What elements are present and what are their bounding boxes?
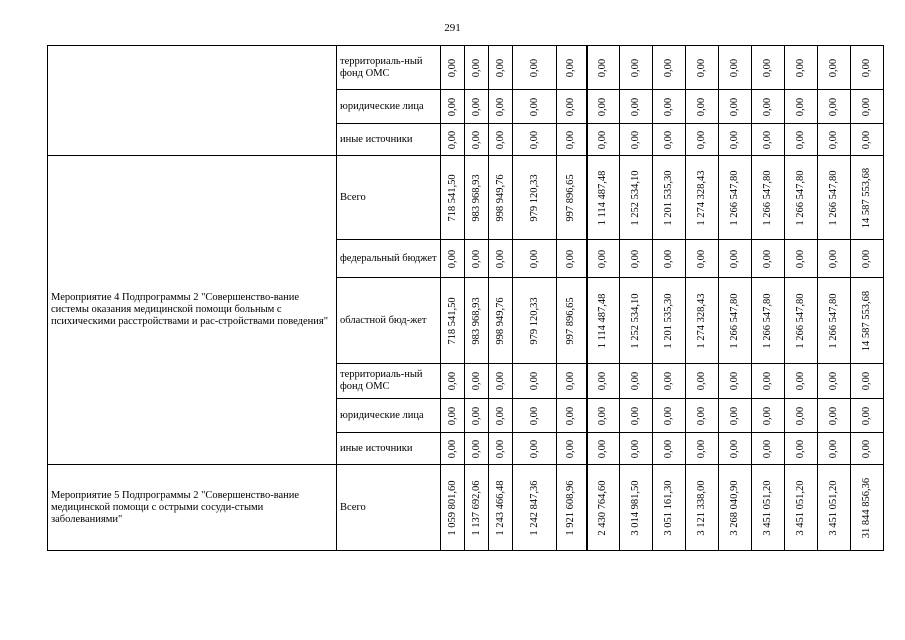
value-cell bbox=[465, 278, 489, 364]
value-cell bbox=[818, 465, 851, 551]
value-cell bbox=[587, 46, 620, 90]
value-text: 0,00 bbox=[663, 439, 674, 458]
value-cell bbox=[489, 399, 513, 433]
value-text: 1 266 547,80 bbox=[762, 169, 773, 226]
page-number: 291 bbox=[444, 22, 461, 34]
value-text: 1 266 547,80 bbox=[729, 292, 740, 349]
value-cell bbox=[719, 124, 752, 156]
value-cell bbox=[489, 156, 513, 240]
value-text: 0,00 bbox=[565, 406, 577, 425]
value-cell bbox=[465, 90, 489, 124]
value-text: 0,00 bbox=[494, 406, 506, 425]
value-cell bbox=[489, 364, 513, 399]
value-cell bbox=[587, 240, 620, 278]
value-text: 979 120,33 bbox=[528, 296, 540, 345]
value-cell bbox=[465, 465, 489, 551]
value-cell bbox=[557, 364, 587, 399]
value-cell bbox=[851, 465, 884, 551]
value-text: 0,00 bbox=[597, 249, 609, 268]
value-text: 0,00 bbox=[597, 97, 609, 116]
value-cell bbox=[620, 240, 653, 278]
value-text: 0,00 bbox=[470, 439, 482, 458]
value-text: 0,00 bbox=[446, 406, 458, 425]
funding-source-cell: территориаль-ный фонд ОМС bbox=[337, 364, 441, 399]
value-text: 0,00 bbox=[861, 58, 872, 77]
value-cell bbox=[513, 465, 557, 551]
value-text: 1 266 547,80 bbox=[729, 169, 740, 226]
value-cell bbox=[752, 240, 785, 278]
value-text: 0,00 bbox=[795, 371, 806, 391]
value-text: 0,00 bbox=[729, 371, 740, 391]
value-cell bbox=[489, 433, 513, 465]
value-text: 0,00 bbox=[663, 249, 674, 268]
value-text: 31 844 856,36 bbox=[861, 477, 872, 538]
value-cell bbox=[587, 433, 620, 465]
value-cell bbox=[620, 90, 653, 124]
value-cell bbox=[686, 465, 719, 551]
value-text: 0,00 bbox=[696, 58, 707, 77]
value-cell bbox=[719, 465, 752, 551]
value-cell bbox=[465, 364, 489, 399]
value-text: 0,00 bbox=[696, 130, 707, 149]
value-text: 998 949,76 bbox=[494, 173, 506, 222]
value-cell bbox=[441, 433, 465, 465]
value-text: 0,00 bbox=[494, 439, 506, 458]
value-text: 0,00 bbox=[446, 97, 458, 116]
value-text: 0,00 bbox=[528, 371, 540, 391]
value-cell bbox=[686, 124, 719, 156]
value-text: 3 121 338,00 bbox=[696, 479, 707, 536]
value-cell bbox=[818, 156, 851, 240]
value-text: 0,00 bbox=[762, 249, 773, 268]
value-cell bbox=[441, 124, 465, 156]
value-cell bbox=[818, 240, 851, 278]
value-cell bbox=[818, 433, 851, 465]
value-cell bbox=[818, 46, 851, 90]
value-cell bbox=[719, 433, 752, 465]
value-text: 0,00 bbox=[446, 130, 458, 149]
value-text: 718 541,50 bbox=[446, 173, 458, 222]
value-text: 0,00 bbox=[565, 371, 577, 391]
value-cell bbox=[785, 465, 818, 551]
value-cell bbox=[557, 433, 587, 465]
value-cell bbox=[441, 399, 465, 433]
value-cell bbox=[752, 156, 785, 240]
value-cell bbox=[489, 90, 513, 124]
value-cell bbox=[587, 124, 620, 156]
value-text: 0,00 bbox=[528, 130, 540, 149]
value-cell bbox=[513, 433, 557, 465]
value-text: 0,00 bbox=[565, 97, 577, 116]
value-cell bbox=[818, 399, 851, 433]
value-cell bbox=[851, 240, 884, 278]
value-text: 0,00 bbox=[446, 58, 458, 77]
value-text: 1 137 692,06 bbox=[470, 479, 482, 536]
value-cell bbox=[851, 90, 884, 124]
value-text: 0,00 bbox=[630, 97, 641, 116]
value-cell bbox=[513, 124, 557, 156]
value-text: 0,00 bbox=[630, 371, 641, 391]
value-text: 3 268 040,90 bbox=[729, 479, 740, 536]
value-cell bbox=[719, 240, 752, 278]
value-text: 0,00 bbox=[828, 371, 839, 391]
value-cell bbox=[489, 46, 513, 90]
value-cell bbox=[513, 278, 557, 364]
value-text: 0,00 bbox=[470, 406, 482, 425]
value-text: 0,00 bbox=[494, 130, 506, 149]
value-cell bbox=[489, 278, 513, 364]
value-cell bbox=[465, 46, 489, 90]
value-text: 0,00 bbox=[696, 249, 707, 268]
value-text: 0,00 bbox=[528, 406, 540, 425]
value-cell bbox=[686, 156, 719, 240]
value-text: 0,00 bbox=[565, 130, 577, 149]
value-cell bbox=[653, 90, 686, 124]
value-text: 0,00 bbox=[565, 249, 577, 268]
value-text: 0,00 bbox=[630, 249, 641, 268]
value-cell bbox=[489, 240, 513, 278]
value-cell bbox=[851, 278, 884, 364]
value-cell bbox=[719, 364, 752, 399]
value-text: 983 968,93 bbox=[470, 296, 482, 345]
value-text: 0,00 bbox=[762, 371, 773, 391]
value-cell bbox=[557, 240, 587, 278]
value-text: 0,00 bbox=[729, 97, 740, 116]
value-cell bbox=[653, 278, 686, 364]
value-cell bbox=[851, 156, 884, 240]
funding-source-cell: юридические лица bbox=[337, 90, 441, 124]
value-text: 14 587 553,68 bbox=[861, 290, 872, 351]
value-text: 979 120,33 bbox=[528, 173, 540, 222]
value-text: 0,00 bbox=[663, 406, 674, 425]
value-cell bbox=[441, 156, 465, 240]
value-cell bbox=[587, 90, 620, 124]
value-cell bbox=[513, 156, 557, 240]
value-text: 0,00 bbox=[494, 371, 506, 391]
value-cell bbox=[557, 124, 587, 156]
value-text: 1 274 328,43 bbox=[696, 292, 707, 349]
value-text: 0,00 bbox=[630, 439, 641, 458]
funding-source-cell: областной бюд-жет bbox=[337, 278, 441, 364]
value-text: 0,00 bbox=[494, 97, 506, 116]
value-text: 0,00 bbox=[446, 371, 458, 391]
value-cell bbox=[752, 399, 785, 433]
value-cell bbox=[785, 124, 818, 156]
activity-cell: Мероприятие 4 Подпрограммы 2 "Совершенство-вание системы оказания медицинской помощи больным с психическими расстройствами и рас-стройствами поведения" bbox=[48, 156, 337, 465]
value-text: 0,00 bbox=[494, 249, 506, 268]
value-text: 1 243 466,48 bbox=[494, 479, 506, 536]
value-cell bbox=[441, 240, 465, 278]
value-text: 0,00 bbox=[470, 249, 482, 268]
value-text: 1 059 801,60 bbox=[446, 479, 458, 536]
value-cell bbox=[587, 156, 620, 240]
funding-source-cell: иные источники bbox=[337, 124, 441, 156]
value-cell bbox=[653, 240, 686, 278]
value-cell bbox=[557, 278, 587, 364]
value-cell bbox=[465, 433, 489, 465]
value-text: 0,00 bbox=[762, 97, 773, 116]
value-cell bbox=[620, 124, 653, 156]
funding-source-cell: территориаль-ный фонд ОМС bbox=[337, 46, 441, 90]
value-cell bbox=[752, 124, 785, 156]
value-text: 1 201 535,30 bbox=[663, 292, 674, 349]
value-cell bbox=[686, 364, 719, 399]
value-text: 997 896,65 bbox=[565, 173, 577, 222]
value-text: 1 114 487,48 bbox=[597, 170, 609, 225]
value-cell bbox=[785, 399, 818, 433]
value-text: 3 014 981,50 bbox=[630, 479, 641, 536]
value-text: 0,00 bbox=[663, 97, 674, 116]
value-cell bbox=[465, 124, 489, 156]
value-cell bbox=[557, 399, 587, 433]
value-cell bbox=[441, 465, 465, 551]
value-cell bbox=[620, 433, 653, 465]
value-cell bbox=[465, 240, 489, 278]
value-cell bbox=[686, 399, 719, 433]
value-text: 0,00 bbox=[729, 406, 740, 425]
value-cell bbox=[851, 433, 884, 465]
value-text: 0,00 bbox=[795, 58, 806, 77]
value-text: 0,00 bbox=[762, 439, 773, 458]
value-text: 0,00 bbox=[446, 439, 458, 458]
value-cell bbox=[785, 156, 818, 240]
value-text: 0,00 bbox=[762, 58, 773, 77]
value-text: 0,00 bbox=[828, 439, 839, 458]
value-text: 0,00 bbox=[795, 130, 806, 149]
value-text: 0,00 bbox=[446, 249, 458, 268]
value-text: 0,00 bbox=[828, 58, 839, 77]
value-text: 0,00 bbox=[696, 97, 707, 116]
value-text: 0,00 bbox=[861, 97, 872, 116]
value-cell bbox=[465, 399, 489, 433]
value-cell bbox=[620, 156, 653, 240]
value-text: 0,00 bbox=[630, 58, 641, 77]
value-text: 0,00 bbox=[630, 406, 641, 425]
value-text: 1 252 534,10 bbox=[630, 292, 641, 349]
value-text: 1 266 547,80 bbox=[828, 292, 839, 349]
value-text: 3 051 161,30 bbox=[663, 479, 674, 536]
value-text: 1 242 847,36 bbox=[528, 479, 540, 536]
value-cell bbox=[785, 90, 818, 124]
value-cell bbox=[818, 278, 851, 364]
value-cell bbox=[653, 364, 686, 399]
table-row bbox=[48, 156, 884, 240]
value-text: 0,00 bbox=[795, 249, 806, 268]
value-cell bbox=[513, 364, 557, 399]
value-cell bbox=[587, 278, 620, 364]
value-text: 0,00 bbox=[861, 371, 872, 391]
value-text: 1 921 608,96 bbox=[565, 479, 577, 536]
value-text: 0,00 bbox=[663, 58, 674, 77]
value-text: 0,00 bbox=[729, 130, 740, 149]
value-text: 3 451 051,20 bbox=[828, 479, 839, 536]
value-cell bbox=[653, 433, 686, 465]
funding-source-cell: федеральный бюджет bbox=[337, 240, 441, 278]
value-text: 0,00 bbox=[828, 249, 839, 268]
value-cell bbox=[818, 364, 851, 399]
value-cell bbox=[752, 46, 785, 90]
funding-source-cell: Всего bbox=[337, 465, 441, 551]
value-text: 0,00 bbox=[470, 97, 482, 116]
value-text: 0,00 bbox=[795, 439, 806, 458]
value-text: 0,00 bbox=[663, 130, 674, 149]
value-cell bbox=[752, 278, 785, 364]
value-text: 1 266 547,80 bbox=[795, 292, 806, 349]
value-text: 0,00 bbox=[729, 249, 740, 268]
value-text: 0,00 bbox=[696, 406, 707, 425]
value-text: 0,00 bbox=[528, 58, 540, 77]
table-row bbox=[48, 465, 884, 551]
value-text: 0,00 bbox=[861, 406, 872, 425]
budget-table bbox=[47, 45, 884, 551]
value-text: 0,00 bbox=[762, 406, 773, 425]
funding-source-cell: юридические лица bbox=[337, 399, 441, 433]
value-text: 1 114 487,48 bbox=[597, 293, 609, 348]
value-text: 0,00 bbox=[663, 371, 674, 391]
value-cell bbox=[719, 90, 752, 124]
value-text: 1 266 547,80 bbox=[828, 169, 839, 226]
value-cell bbox=[851, 399, 884, 433]
value-cell bbox=[719, 278, 752, 364]
value-cell bbox=[752, 90, 785, 124]
value-cell bbox=[653, 465, 686, 551]
value-text: 0,00 bbox=[762, 130, 773, 149]
value-text: 0,00 bbox=[528, 97, 540, 116]
value-cell bbox=[557, 465, 587, 551]
value-cell bbox=[752, 433, 785, 465]
value-cell bbox=[620, 278, 653, 364]
value-cell bbox=[785, 46, 818, 90]
value-cell bbox=[653, 399, 686, 433]
value-cell bbox=[818, 90, 851, 124]
value-cell bbox=[653, 156, 686, 240]
value-cell bbox=[489, 465, 513, 551]
value-text: 1 266 547,80 bbox=[795, 169, 806, 226]
value-cell bbox=[513, 399, 557, 433]
value-cell bbox=[686, 278, 719, 364]
value-text: 0,00 bbox=[861, 130, 872, 149]
value-cell bbox=[557, 90, 587, 124]
value-cell bbox=[752, 465, 785, 551]
value-text: 0,00 bbox=[696, 371, 707, 391]
value-text: 2 430 764,60 bbox=[597, 479, 609, 536]
activity-cell: Мероприятие 5 Подпрограммы 2 "Совершенство-вание медицинской помощи с острыми сосуди-стыми заболеваниями" bbox=[48, 465, 337, 551]
value-text: 0,00 bbox=[696, 439, 707, 458]
value-text: 998 949,76 bbox=[494, 296, 506, 345]
value-text: 0,00 bbox=[861, 439, 872, 458]
value-cell bbox=[719, 156, 752, 240]
value-cell bbox=[513, 240, 557, 278]
value-cell bbox=[785, 240, 818, 278]
value-text: 3 451 051,20 bbox=[762, 479, 773, 536]
value-text: 0,00 bbox=[795, 97, 806, 116]
value-text: 0,00 bbox=[494, 58, 506, 77]
value-text: 0,00 bbox=[828, 406, 839, 425]
value-cell bbox=[620, 465, 653, 551]
value-cell bbox=[653, 124, 686, 156]
value-cell bbox=[557, 156, 587, 240]
value-cell bbox=[513, 90, 557, 124]
value-cell bbox=[851, 124, 884, 156]
value-text: 1 201 535,30 bbox=[663, 169, 674, 226]
value-cell bbox=[587, 399, 620, 433]
value-cell bbox=[489, 124, 513, 156]
value-text: 0,00 bbox=[861, 249, 872, 268]
value-text: 3 451 051,20 bbox=[795, 479, 806, 536]
value-text: 1 274 328,43 bbox=[696, 169, 707, 226]
value-cell bbox=[620, 46, 653, 90]
value-cell bbox=[686, 433, 719, 465]
value-text: 718 541,50 bbox=[446, 296, 458, 345]
value-text: 0,00 bbox=[470, 371, 482, 391]
value-cell bbox=[441, 278, 465, 364]
value-text: 1 266 547,80 bbox=[762, 292, 773, 349]
funding-source-cell: иные источники bbox=[337, 433, 441, 465]
value-text: 983 968,93 bbox=[470, 173, 482, 222]
value-cell bbox=[785, 278, 818, 364]
value-cell bbox=[719, 399, 752, 433]
value-text: 997 896,65 bbox=[565, 296, 577, 345]
value-text: 14 587 553,68 bbox=[861, 167, 872, 228]
value-cell bbox=[465, 156, 489, 240]
value-cell bbox=[513, 46, 557, 90]
value-text: 0,00 bbox=[528, 439, 540, 458]
value-cell bbox=[686, 240, 719, 278]
value-text: 0,00 bbox=[565, 58, 577, 77]
value-cell bbox=[719, 46, 752, 90]
value-text: 0,00 bbox=[729, 439, 740, 458]
value-text: 0,00 bbox=[470, 130, 482, 149]
value-cell bbox=[686, 46, 719, 90]
value-cell bbox=[653, 46, 686, 90]
value-cell bbox=[620, 399, 653, 433]
table-row bbox=[48, 46, 884, 90]
value-cell bbox=[587, 364, 620, 399]
value-cell bbox=[851, 364, 884, 399]
value-cell bbox=[818, 124, 851, 156]
value-cell bbox=[752, 364, 785, 399]
value-cell bbox=[441, 90, 465, 124]
activity-cell bbox=[48, 46, 337, 156]
value-cell bbox=[441, 364, 465, 399]
value-cell bbox=[785, 433, 818, 465]
value-text: 0,00 bbox=[565, 439, 577, 458]
value-cell bbox=[587, 465, 620, 551]
value-cell bbox=[557, 46, 587, 90]
value-text: 0,00 bbox=[828, 97, 839, 116]
value-text: 0,00 bbox=[597, 439, 609, 458]
value-text: 0,00 bbox=[795, 406, 806, 425]
value-text: 1 252 534,10 bbox=[630, 169, 641, 226]
value-cell bbox=[620, 364, 653, 399]
value-text: 0,00 bbox=[528, 249, 540, 268]
value-text: 0,00 bbox=[597, 371, 609, 391]
value-text: 0,00 bbox=[828, 130, 839, 149]
value-text: 0,00 bbox=[597, 130, 609, 149]
value-cell bbox=[441, 46, 465, 90]
value-cell bbox=[851, 46, 884, 90]
value-text: 0,00 bbox=[597, 406, 609, 425]
value-text: 0,00 bbox=[630, 130, 641, 149]
value-text: 0,00 bbox=[597, 58, 609, 77]
value-text: 0,00 bbox=[470, 58, 482, 77]
value-text: 0,00 bbox=[729, 58, 740, 77]
funding-source-cell: Всего bbox=[337, 156, 441, 240]
value-cell bbox=[785, 364, 818, 399]
value-cell bbox=[686, 90, 719, 124]
